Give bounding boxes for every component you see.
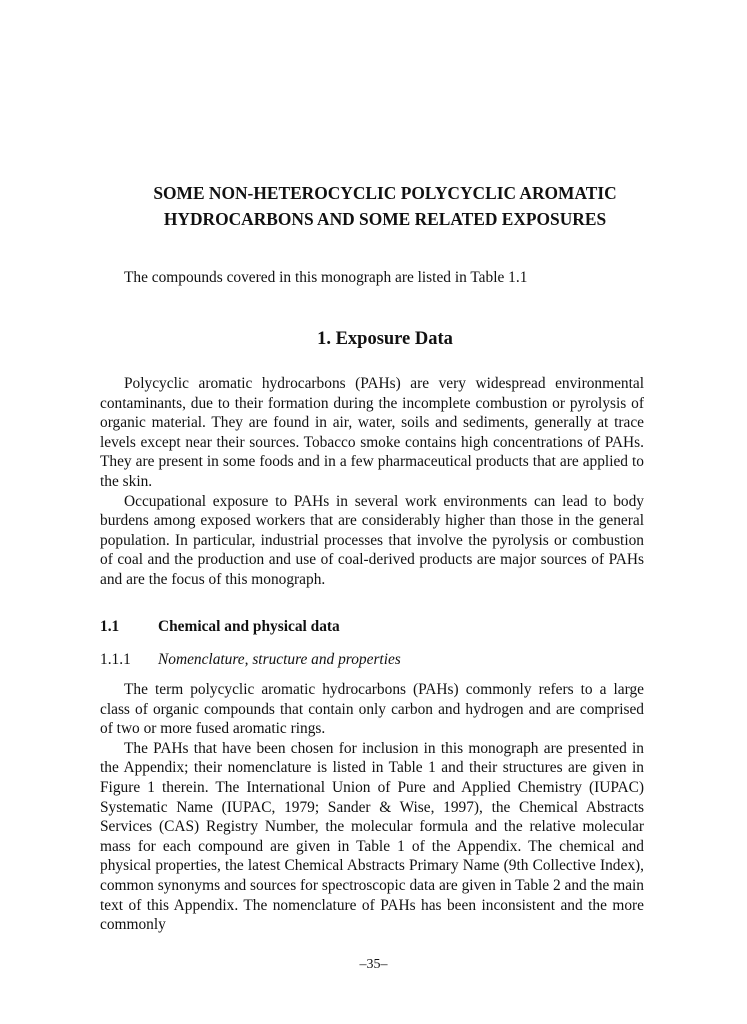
page-number: –35– xyxy=(359,957,388,972)
paragraph: Polycyclic aromatic hydrocarbons (PAHs) are very widespread environmental contaminants, due to their formation during the incomplete combustion or pyrolysis of organic material. They are found in air, water, soils and sediments, generally at trace levels except near their sources. Tobacco smoke contains high concentrations of PAHs. They are present in some foods and in a few pharmaceutical products that are applied to the skin. xyxy=(100,375,644,490)
title-line: SOME NON-HETEROCYCLIC POLYCYCLIC AROMATIC xyxy=(153,183,617,203)
section-heading: 1. Exposure Data xyxy=(317,329,453,349)
subsubsection-title: Nomenclature, structure and properties xyxy=(158,651,401,668)
section-body xyxy=(100,374,644,590)
title-line: HYDROCARBONS AND SOME RELATED EXPOSURES xyxy=(163,209,607,229)
intro-text: The compounds covered in this monograph are listed in Table 1.1 xyxy=(124,269,528,286)
document-title xyxy=(100,180,670,232)
paragraph: The term polycyclic aromatic hydrocarbons (PAHs) commonly refers to a large class of organic compounds that contain only carbon and hydrogen and are comprised of two or more fused aromatic rings. xyxy=(100,681,644,738)
subsection-number: 1.1 xyxy=(100,618,120,635)
subsection-title: Chemical and physical data xyxy=(158,618,340,635)
paragraph: Occupational exposure to PAHs in several work environments can lead to body burdens among exposed workers that are considerably higher than those in the general population. In particular, industrial processes that involve the pyrolysis or combustion of coal and the production and use of coal-derived products are major sources of PAHs and are the focus of this monograph. xyxy=(100,492,644,588)
subsubsection-heading xyxy=(100,650,401,670)
subsection-heading xyxy=(100,617,340,637)
subsubsection-body xyxy=(100,680,644,935)
subsubsection-number: 1.1.1 xyxy=(100,651,131,668)
paragraph: The PAHs that have been chosen for inclusion in this monograph are presented in the Appendix; their nomenclature is listed in Table 1 and their structures are given in Figure 1 therein. The International Union of Pure and Applied Chemistry (IUPAC) Systematic Name (IUPAC, 1979; Sander & Wise, 1997), the Chemical Abstracts Services (CAS) Registry Number, the molecular formula and the relative molecular mass for each compound are given in Table 1 of the Appendix. The chemical and physical properties, the latest Chemical Abstracts Primary Name (9th Collective Index), common synonyms and sources for spectroscopic data are given in Table 2 and the main text of this Appendix. The nomenclature of PAHs has been inconsistent and the more commonly xyxy=(100,739,644,934)
